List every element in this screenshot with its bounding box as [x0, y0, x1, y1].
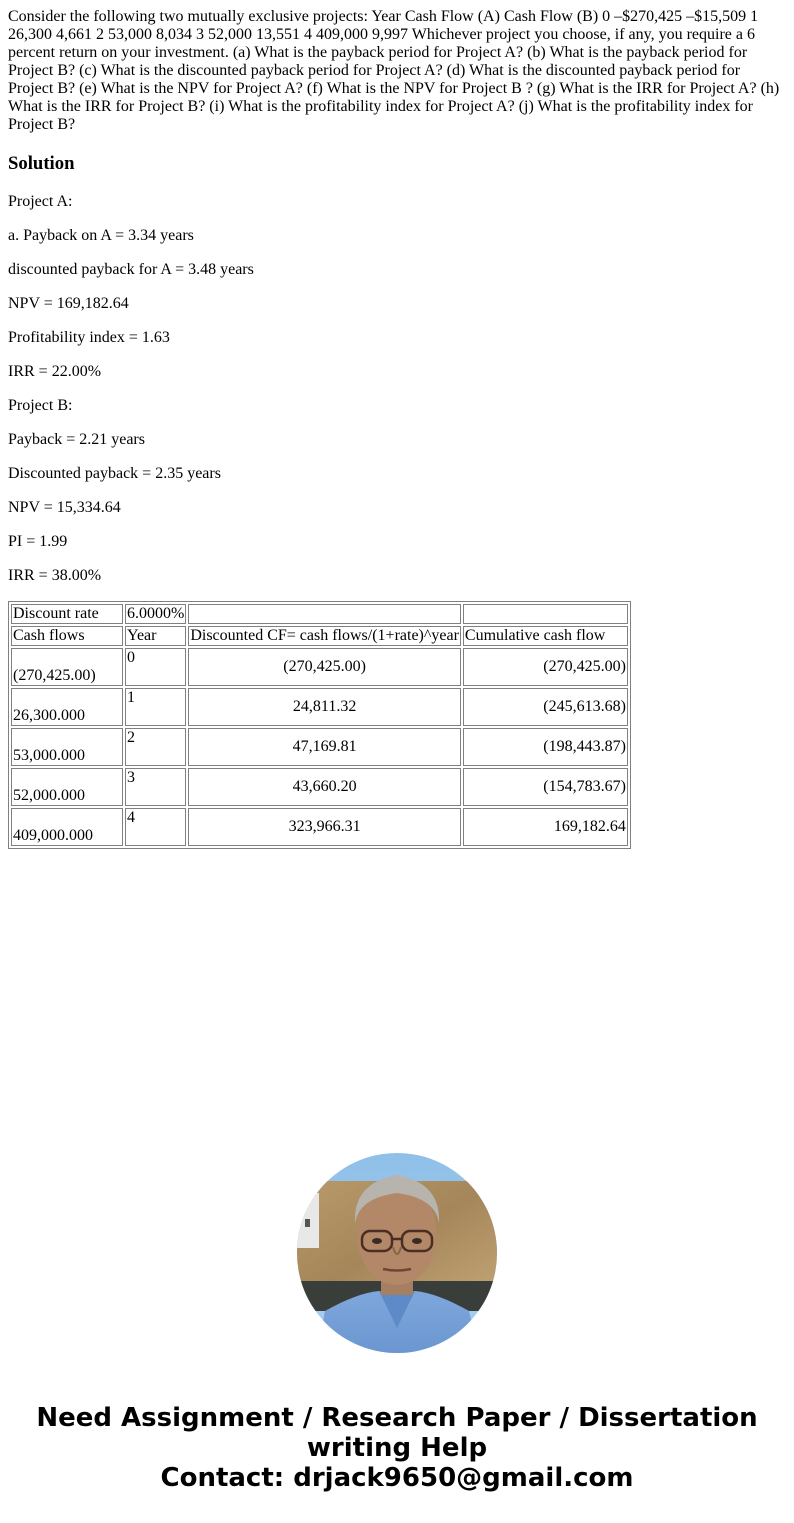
table-cell: 52,000.000	[11, 768, 123, 806]
column-header: Cumulative cash flow	[463, 626, 628, 646]
discount-rate-row	[11, 604, 628, 624]
table-cell: (198,443.87)	[463, 728, 628, 766]
table-cell: 409,000.000	[11, 808, 123, 846]
table-cell: 3	[125, 768, 186, 806]
npv-a: NPV = 169,182.64	[8, 295, 129, 312]
pi-b: PI = 1.99	[8, 533, 68, 550]
column-header: Year	[125, 626, 186, 646]
promo-contact: Contact: drjack9650@gmail.com	[160, 1463, 634, 1493]
table-row	[11, 688, 628, 726]
table-cell: (270,425.00)	[11, 648, 123, 686]
table-cell	[463, 604, 628, 624]
irr-a: IRR = 22.00%	[8, 363, 102, 380]
person-photo-icon	[297, 1153, 497, 1353]
table-cell: (270,425.00)	[463, 648, 628, 686]
project-b-label: Project B:	[8, 397, 73, 414]
table-row	[11, 728, 628, 766]
question-text: Consider the following two mutually exclusive projects: Year Cash Flow (A) Cash Flow (B) 0 –$270,425 –$15,509 1 26,300 4,661 2 53,000 8,034 3 52,000 13,551 4 409,000 9,997 Whichever project you choose, if any, you require a 6 percent return on your investment. (a) What is the payback period for Project A? (b) What is the payback period for Project B? (c) What is the discounted payback period for Project A? (d) What is the discounted payback period for Project B? (e) What is the NPV for Project A? (f) What is the NPV for Project B ? (g) What is the IRR for Project A? (h) What is the IRR for Project B? (i) What is the profitability index for Project A? (j) What is the profitability index for Project B?	[8, 8, 780, 133]
table-cell: (270,425.00)	[188, 648, 461, 686]
discounted-payback-a: discounted payback for A = 3.48 years	[8, 261, 254, 278]
table-cell: 26,300.000	[11, 688, 123, 726]
table-cell: 47,169.81	[188, 728, 461, 766]
table-cell	[188, 604, 461, 624]
column-header: Cash flows	[11, 626, 123, 646]
table-cell: 24,811.32	[188, 688, 461, 726]
author-avatar	[297, 1153, 497, 1353]
table-row	[11, 808, 628, 846]
table-cell: 4	[125, 808, 186, 846]
table-cell: 169,182.64	[463, 808, 628, 846]
profitability-index-a: Profitability index = 1.63	[8, 329, 170, 346]
discounted-cash-flow-table	[8, 601, 631, 849]
table-row	[11, 648, 628, 686]
discounted-payback-b: Discounted payback = 2.35 years	[8, 465, 221, 482]
npv-b: NPV = 15,334.64	[8, 499, 121, 516]
table-row	[11, 768, 628, 806]
table-cell: (154,783.67)	[463, 768, 628, 806]
promo-line-2: writing Help	[306, 1433, 488, 1463]
table-cell: Discount rate	[11, 604, 123, 624]
table-cell: 1	[125, 688, 186, 726]
promo-line-1: Need Assignment / Research Paper / Dissertation	[36, 1403, 758, 1433]
table-cell: 0	[125, 648, 186, 686]
irr-b: IRR = 38.00%	[8, 567, 102, 584]
table-header-row	[11, 626, 628, 646]
solution-heading: Solution	[8, 153, 75, 174]
project-a-label: Project A:	[8, 193, 73, 210]
promo-banner	[0, 1403, 794, 1493]
table-cell: 6.0000%	[127, 605, 185, 622]
payback-a: a. Payback on A = 3.34 years	[8, 227, 194, 244]
column-header: Discounted CF= cash flows/(1+rate)^year	[190, 627, 459, 644]
table-cell: 53,000.000	[11, 728, 123, 766]
table-cell: (245,613.68)	[463, 688, 628, 726]
table-cell: 323,966.31	[188, 808, 461, 846]
table-cell: 2	[125, 728, 186, 766]
payback-b: Payback = 2.21 years	[8, 431, 145, 448]
table-cell: 43,660.20	[188, 768, 461, 806]
